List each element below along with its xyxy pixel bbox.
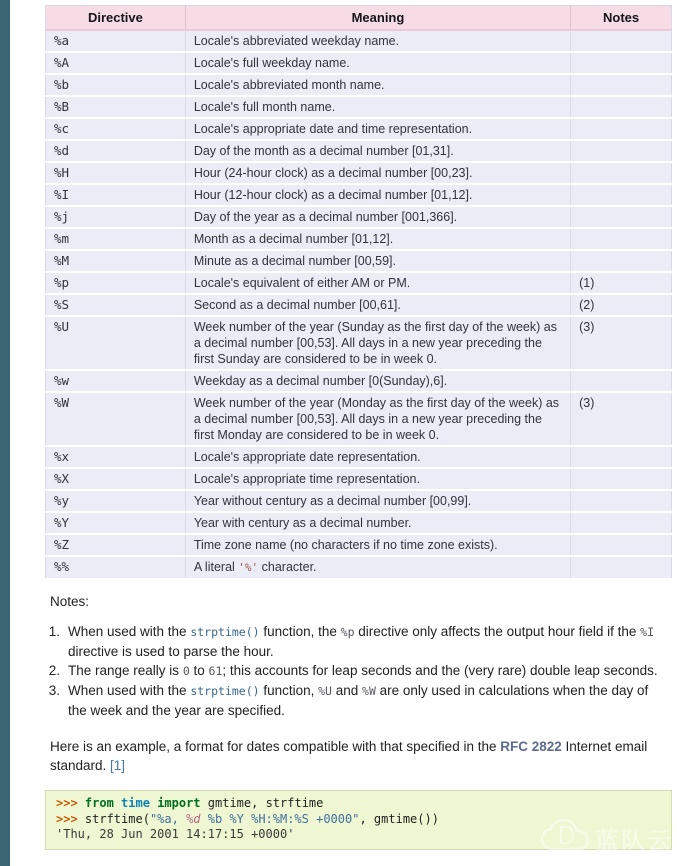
notes-cell (571, 556, 672, 579)
text-segment: function, (259, 683, 319, 698)
directive-cell: %U (46, 316, 186, 370)
notes-cell (571, 512, 672, 534)
table-row (46, 228, 672, 250)
text-segment: When used with the (68, 624, 191, 639)
note-number: 2. (48, 663, 60, 678)
table-row (46, 250, 672, 272)
inline-code: %U (318, 684, 332, 698)
meaning-cell (185, 534, 570, 556)
example-paragraph (50, 737, 663, 775)
meaning-cell (185, 272, 570, 294)
text-segment: Week number of the year (Sunday as the first day of the week) as a decimal number [00,53]. All days in a new year preceding the first Sunday are considered to be in week 0. (193, 320, 557, 366)
code-token-kn: from (84, 796, 114, 810)
directive-cell: %c (46, 118, 186, 140)
text-segment: Minute as a decimal number [00,59]. (193, 254, 397, 268)
notes-cell (571, 446, 672, 468)
notes-cell (571, 228, 672, 250)
code-token-nn: time (121, 796, 150, 810)
text-segment: Second as a decimal number [00,61]. (193, 298, 401, 312)
meaning-cell (185, 118, 570, 140)
code-token-gp: >>> (56, 796, 85, 810)
inline-code-link[interactable]: strptime() (190, 684, 260, 698)
notes-cell (571, 52, 672, 74)
table-row (46, 370, 672, 392)
table-row (46, 140, 672, 162)
code-line (56, 812, 661, 828)
notes-cell: (3) (571, 316, 672, 370)
directive-cell: %m (46, 228, 186, 250)
rfc-link[interactable]: RFC 2822 (500, 739, 562, 754)
python-console-example (45, 790, 672, 850)
directive-cell: %B (46, 96, 186, 118)
directive-cell: %y (46, 490, 186, 512)
text-segment: Year with century as a decimal number. (193, 516, 412, 530)
code-token-s: "%a, (149, 811, 187, 826)
text-segment: ; this accounts for leap seconds and the (very rare) double leap seconds. (222, 663, 658, 678)
meaning-cell (185, 52, 570, 74)
table-row (46, 316, 672, 370)
notes-cell (571, 206, 672, 228)
directive-cell: %M (46, 250, 186, 272)
note-number: 3. (48, 683, 60, 698)
table-row (46, 162, 672, 184)
notes-cell (571, 162, 672, 184)
text-segment: Internet email standard. (50, 739, 648, 773)
meaning-cell (185, 468, 570, 490)
directive-cell: %x (46, 446, 186, 468)
directive-cell: %p (46, 272, 186, 294)
left-border-bar (0, 0, 10, 866)
text-segment: Day of the year as a decimal number [001,366]. (193, 210, 458, 224)
directive-cell: %X (46, 468, 186, 490)
table-row (46, 184, 672, 206)
note-item (48, 661, 663, 681)
notes-cell: (2) (571, 294, 672, 316)
code-line (56, 796, 661, 812)
directive-cell: %A (46, 52, 186, 74)
column-header-notes: Notes (571, 6, 672, 31)
text-segment: Locale's full month name. (193, 100, 336, 114)
inline-code: %W (362, 684, 376, 698)
notes-list (10, 622, 677, 720)
notes-heading: Notes: (50, 594, 90, 609)
text-segment: function, the (259, 624, 341, 639)
notes-cell (571, 468, 672, 490)
table-row (46, 52, 672, 74)
meaning-cell (185, 370, 570, 392)
table-row (46, 490, 672, 512)
inline-code: 61 (208, 664, 223, 678)
code-token: , gmtime()) (359, 811, 439, 826)
notes-cell (571, 370, 672, 392)
notes-cell: (1) (571, 272, 672, 294)
meaning-cell (185, 556, 570, 579)
directive-cell: %b (46, 74, 186, 96)
directive-cell: %S (46, 294, 186, 316)
text-segment: The range really is (68, 663, 183, 678)
text-segment: Hour (12-hour clock) as a decimal number [01,12]. (193, 188, 473, 202)
meaning-cell (185, 74, 570, 96)
inline-code-link[interactable]: strptime() (190, 625, 260, 639)
notes-cell (571, 534, 672, 556)
text-segment: Month as a decimal number [01,12]. (193, 232, 394, 246)
code-token (114, 796, 121, 810)
text-segment: Week number of the year (Monday as the first day of the week) as a decimal number [00,53]. All days in a new year preceding the first Monday are considered to be in week 0. (193, 396, 560, 442)
directive-cell: %j (46, 206, 186, 228)
notes-cell (571, 490, 672, 512)
text-segment: Day of the month as a decimal number [01,31]. (193, 144, 454, 158)
directive-cell: %d (46, 140, 186, 162)
code-token-kn: import (157, 796, 201, 810)
table-row (46, 392, 672, 446)
meaning-cell (185, 30, 570, 52)
text-segment: Hour (24-hour clock) as a decimal number [00,23]. (193, 166, 473, 180)
note-text (68, 661, 663, 681)
directive-cell: %a (46, 30, 186, 52)
table-row (46, 118, 672, 140)
directive-cell: %% (46, 556, 186, 579)
text-segment: Locale's equivalent of either AM or PM. (193, 276, 411, 290)
inline-code: %I (640, 625, 655, 639)
code-token-gp: >>> (56, 811, 85, 826)
table-row (46, 512, 672, 534)
note-text (68, 622, 663, 661)
notes-cell (571, 30, 672, 52)
note-item (48, 681, 663, 720)
text-segment: Locale's full weekday name. (193, 56, 350, 70)
text-segment: directive is used to parse the hour. (68, 644, 274, 659)
text-segment: directive only affects the output hour field if the (354, 624, 641, 639)
directive-cell: %H (46, 162, 186, 184)
watermark-text: 蓝队云 (595, 828, 673, 855)
text-segment: Locale's appropriate date representation. (193, 450, 421, 464)
text-segment: Locale's abbreviated month name. (193, 78, 385, 92)
text-segment: to (189, 663, 209, 678)
strftime-directive-table (45, 5, 672, 580)
notes-cell (571, 184, 672, 206)
directive-table-body (46, 30, 672, 579)
table-header-row (46, 6, 672, 31)
meaning-cell (185, 250, 570, 272)
notes-cell: (3) (571, 392, 672, 446)
notes-cell (571, 96, 672, 118)
code-line (56, 827, 661, 843)
inline-code: '%' (238, 561, 259, 574)
notes-cell (571, 250, 672, 272)
meaning-cell (185, 206, 570, 228)
meaning-cell (185, 446, 570, 468)
directive-cell: %I (46, 184, 186, 206)
column-header-meaning: Meaning (185, 6, 570, 31)
directive-cell: %w (46, 370, 186, 392)
meaning-cell (185, 184, 570, 206)
meaning-cell (185, 228, 570, 250)
text-segment: Time zone name (no characters if no time zone exists). (193, 538, 498, 552)
text-segment: Locale's appropriate date and time representation. (193, 122, 473, 136)
text-segment: When used with the (68, 683, 191, 698)
note-item (48, 622, 663, 661)
code-token-s: %b %Y %H:%M:%S +0000" (200, 811, 360, 826)
text-segment: Here is an example, a format for dates compatible with that specified in the (50, 739, 501, 754)
table-row (46, 206, 672, 228)
directive-cell: %Z (46, 534, 186, 556)
text-segment: Locale's appropriate time representation. (193, 472, 420, 486)
text-segment: Locale's abbreviated weekday name. (193, 34, 400, 48)
meaning-cell (185, 316, 570, 370)
inline-code: 0 (182, 664, 190, 678)
note-number: 1. (48, 624, 60, 639)
text-segment: character. (258, 560, 317, 574)
notes-cell (571, 118, 672, 140)
directive-cell: %W (46, 392, 186, 446)
table-row (46, 96, 672, 118)
table-row (46, 74, 672, 96)
meaning-cell (185, 96, 570, 118)
note-text (68, 681, 663, 720)
table-row (46, 446, 672, 468)
meaning-cell (185, 490, 570, 512)
code-token-si: %d (186, 811, 201, 826)
meaning-cell (185, 162, 570, 184)
text-segment: are only used in calculations when the day of the week and the year are specified. (68, 683, 649, 718)
document-content (10, 0, 677, 850)
table-row (46, 294, 672, 316)
text-segment: Weekday as a decimal number [0(Sunday),6]. (193, 374, 448, 388)
inline-code: %p (340, 625, 355, 639)
table-row (46, 30, 672, 52)
footnote-link[interactable]: [1] (110, 758, 126, 773)
meaning-cell (185, 392, 570, 446)
meaning-cell (185, 140, 570, 162)
directive-cell: %Y (46, 512, 186, 534)
table-row (46, 468, 672, 490)
meaning-cell (185, 512, 570, 534)
text-segment: Year without century as a decimal number [00,99]. (193, 494, 472, 508)
text-segment: and (331, 683, 363, 698)
table-row (46, 556, 672, 579)
meaning-cell (185, 294, 570, 316)
code-token: strftime( (84, 811, 150, 826)
notes-cell (571, 74, 672, 96)
code-token-out: 'Thu, 28 Jun 2001 14:17:15 +0000' (56, 827, 295, 841)
table-row (46, 534, 672, 556)
notes-cell (571, 140, 672, 162)
code-token: gmtime, strftime (200, 796, 324, 810)
table-row (46, 272, 672, 294)
text-segment: A literal (193, 560, 239, 574)
column-header-directive: Directive (46, 6, 186, 31)
